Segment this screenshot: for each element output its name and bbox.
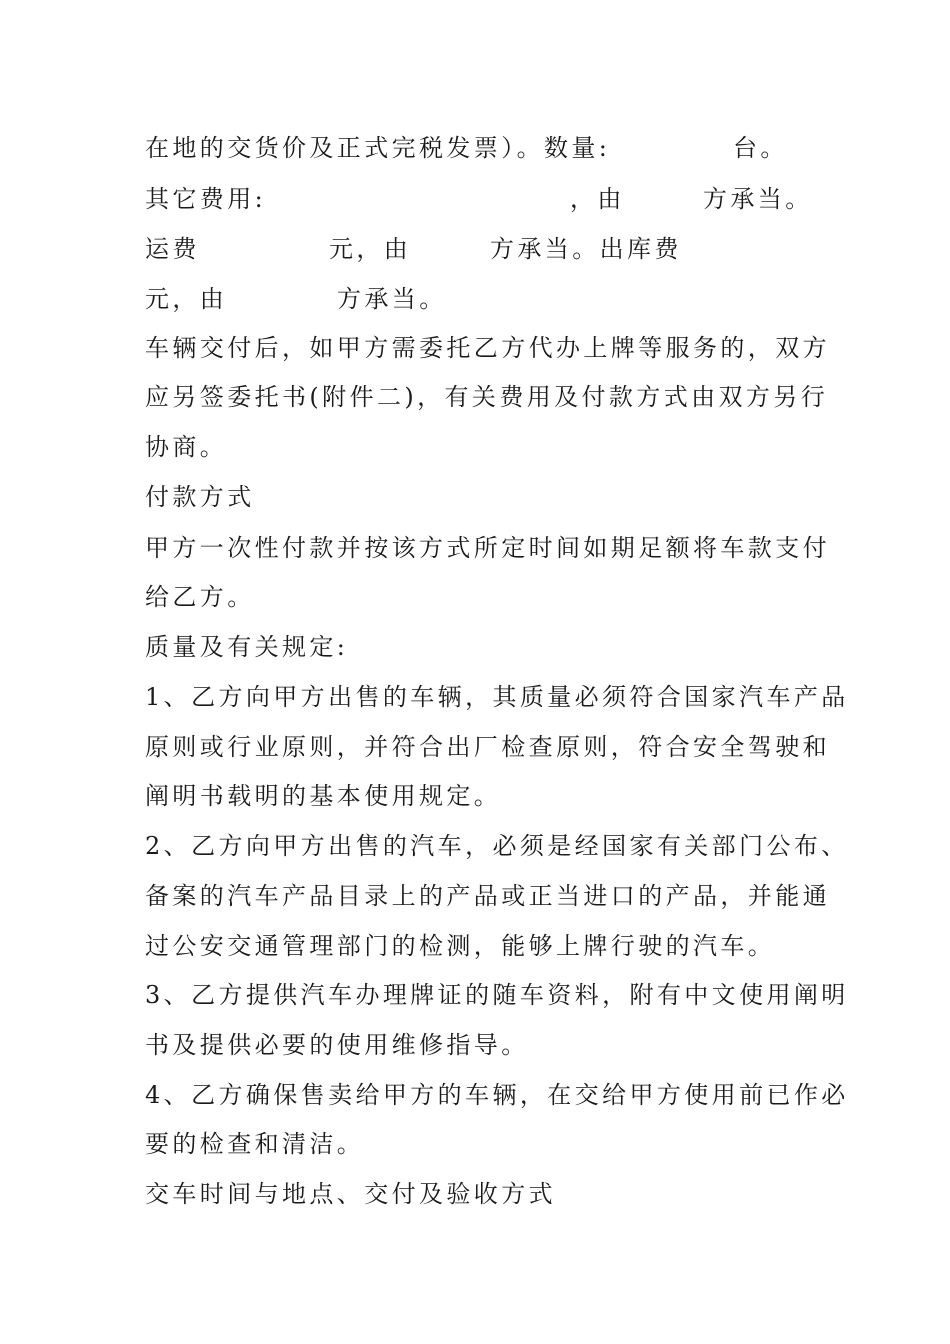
list-item-2: 2、乙方向甲方出售的汽车，必须是经国家有关部门公布、 (145, 832, 849, 860)
text-line: 应另签委托书(附件二)，有关费用及付款方式由双方另行 (145, 383, 829, 411)
text-delivery-price: 在地的交货价及正式完税发票）。数量: (145, 134, 611, 162)
line-quantity (145, 128, 825, 168)
section-heading-payment: 付款方式 (145, 483, 255, 511)
text-other-fees-borne: 方承当。 (703, 185, 813, 213)
text-other-fees-label: 其它费用: (145, 185, 267, 213)
text-outbound-borne: 方承当。 (337, 285, 447, 313)
section-heading-quality: 质量及有关规定: (145, 633, 349, 661)
text-outbound-yuan: 元，由 (145, 285, 228, 313)
text-line: 阐明书载明的基本使用规定。 (145, 782, 502, 810)
text-unit-tai: 台。 (733, 134, 788, 162)
text-freight-yuan: 元，由 (329, 235, 412, 263)
list-item-4: 4、乙方确保售卖给甲方的车辆，在交给甲方使用前已作必 (145, 1081, 849, 1109)
text-line: 甲方一次性付款并按该方式所定时间如期足额将车款支付 (145, 534, 830, 562)
section-heading-delivery: 交车时间与地点、交付及验收方式 (145, 1180, 556, 1208)
list-item-1: 1、乙方向甲方出售的车辆，其质量必须符合国家汽车产品 (145, 683, 849, 711)
text-line: 要的检查和清洁。 (145, 1130, 365, 1158)
text-line: 车辆交付后，如甲方需委托乙方代办上牌等服务的，双方 (145, 334, 830, 362)
list-item-3: 3、乙方提供汽车办理牌证的随车资料，附有中文使用阐明 (145, 981, 849, 1009)
text-line: 过公安交通管理部门的检测，能够上牌行驶的汽车。 (145, 932, 776, 960)
text-line: 书及提供必要的使用维修指导。 (145, 1031, 529, 1059)
text-freight-label: 运费 (145, 235, 200, 263)
text-line: 原则或行业原则，并符合出厂检查原则，符合安全驾驶和 (145, 733, 830, 761)
text-other-fees-by: ，由 (570, 185, 625, 213)
line-freight (145, 229, 825, 269)
line-outbound-fee (145, 279, 825, 319)
text-line: 备案的汽车产品目录上的产品或正当进口的产品，并能通 (145, 882, 830, 910)
line-other-fees (145, 179, 825, 219)
text-line: 协商。 (145, 433, 228, 461)
text-freight-borne: 方承当。出库费 (490, 235, 682, 263)
text-line: 给乙方。 (145, 583, 255, 611)
